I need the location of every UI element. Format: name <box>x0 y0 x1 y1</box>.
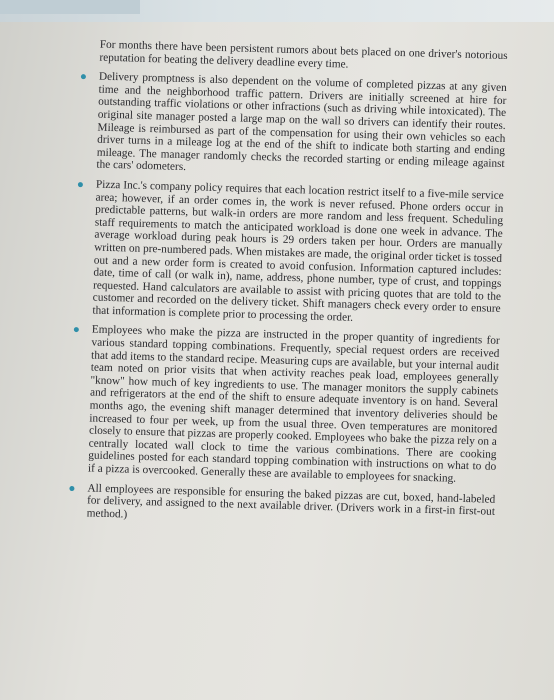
intro-paragraph: For months there have been persistent rumors about bets placed on one driver's notorious reputation for beating the delivery deadline every time. <box>99 38 508 71</box>
bullet-item-delivery <box>74 70 507 183</box>
bullet-list <box>65 70 507 531</box>
bullet-item-all-employees <box>65 481 496 531</box>
bullet-text: All employees are responsible for ensuring the baked pizzas are cut, boxed, hand-labeled for delivery, and assigned to the next available driver. (Drivers work in a first-in first-out method.) <box>86 482 496 521</box>
bullet-dot-icon <box>81 74 86 79</box>
bullet-dot-icon <box>74 327 79 332</box>
bullet-dot-icon <box>69 486 74 491</box>
page-body <box>64 38 507 538</box>
bullet-text: Employees who make the pizza are instructed in the proper quantity of ingredients for various standard topping combinations. Frequently, special request orders are received that add items to the standard recipe. Measuring cups are available, but your internal audit team noted on prior visits that when activity reaches peak load, employees generally "know" how much of key ingredients to use. The manager monitors the supply cabinets and refrigerators at the end of the shift to ensure adequate inventory is on hand. Several months ago, the evening shift manager determined that inventory deliveries should be increased to four per week, up from the usual three. Oven temperatures are monitored closely to ensure that pizzas are properly cooked. Employees who bake the pizza rely on a centrally located wall clock to time the various combinations. There are cooking guidelines posted for each standard topping combination with instructions on what to do if a pizza is overcooked. Generally these are available to employees for snacking. <box>87 323 500 485</box>
bullet-item-employees <box>66 323 500 486</box>
page-header-band <box>0 0 140 14</box>
bullet-item-company-policy <box>70 178 504 328</box>
bullet-dot-icon <box>78 182 83 187</box>
bullet-text: Delivery promptness is also dependent on the volume of completed pizzas at any given time and the neighborhood traffic pattern. Drivers are initially screened at hire for outstanding traffic violations or other infractions (such as driving while intoxicated). The original site manager posted a large map on the wall so drivers can identify their routes. Mileage is reimbursed as part of the compensation for using their own vehicles so each driver turns in a mileage log at the end of the shift to indicate both starting and ending mileage. The manager randomly checks the recorded starting or ending mileage against the cars' odometers. <box>96 70 507 174</box>
bullet-text: Pizza Inc.'s company policy requires that each location restrict itself to a five-mile service area; however, if an order comes in, the work is never refused. Phone orders occur in predictable patterns, but walk-in orders are more random and less frequent. Scheduling staff requirements to match the anticipated workload is done one week in advance. The average workload during peak hours is 29 orders taken per hour. Orders are manually written on pre-numbered pads. When mistakes are made, the original order ticket is tossed out and a new order form is created to avoid confusion. Information captured includes: date, time of call (or walk in), name, address, phone number, type of crust, and toppings requested. Hand calculators are available to assist with pricing quotes that are told to the customer and recorded on the delivery ticket. Shift managers check every order to ensure that information is complete prior to processing the order. <box>92 178 504 324</box>
